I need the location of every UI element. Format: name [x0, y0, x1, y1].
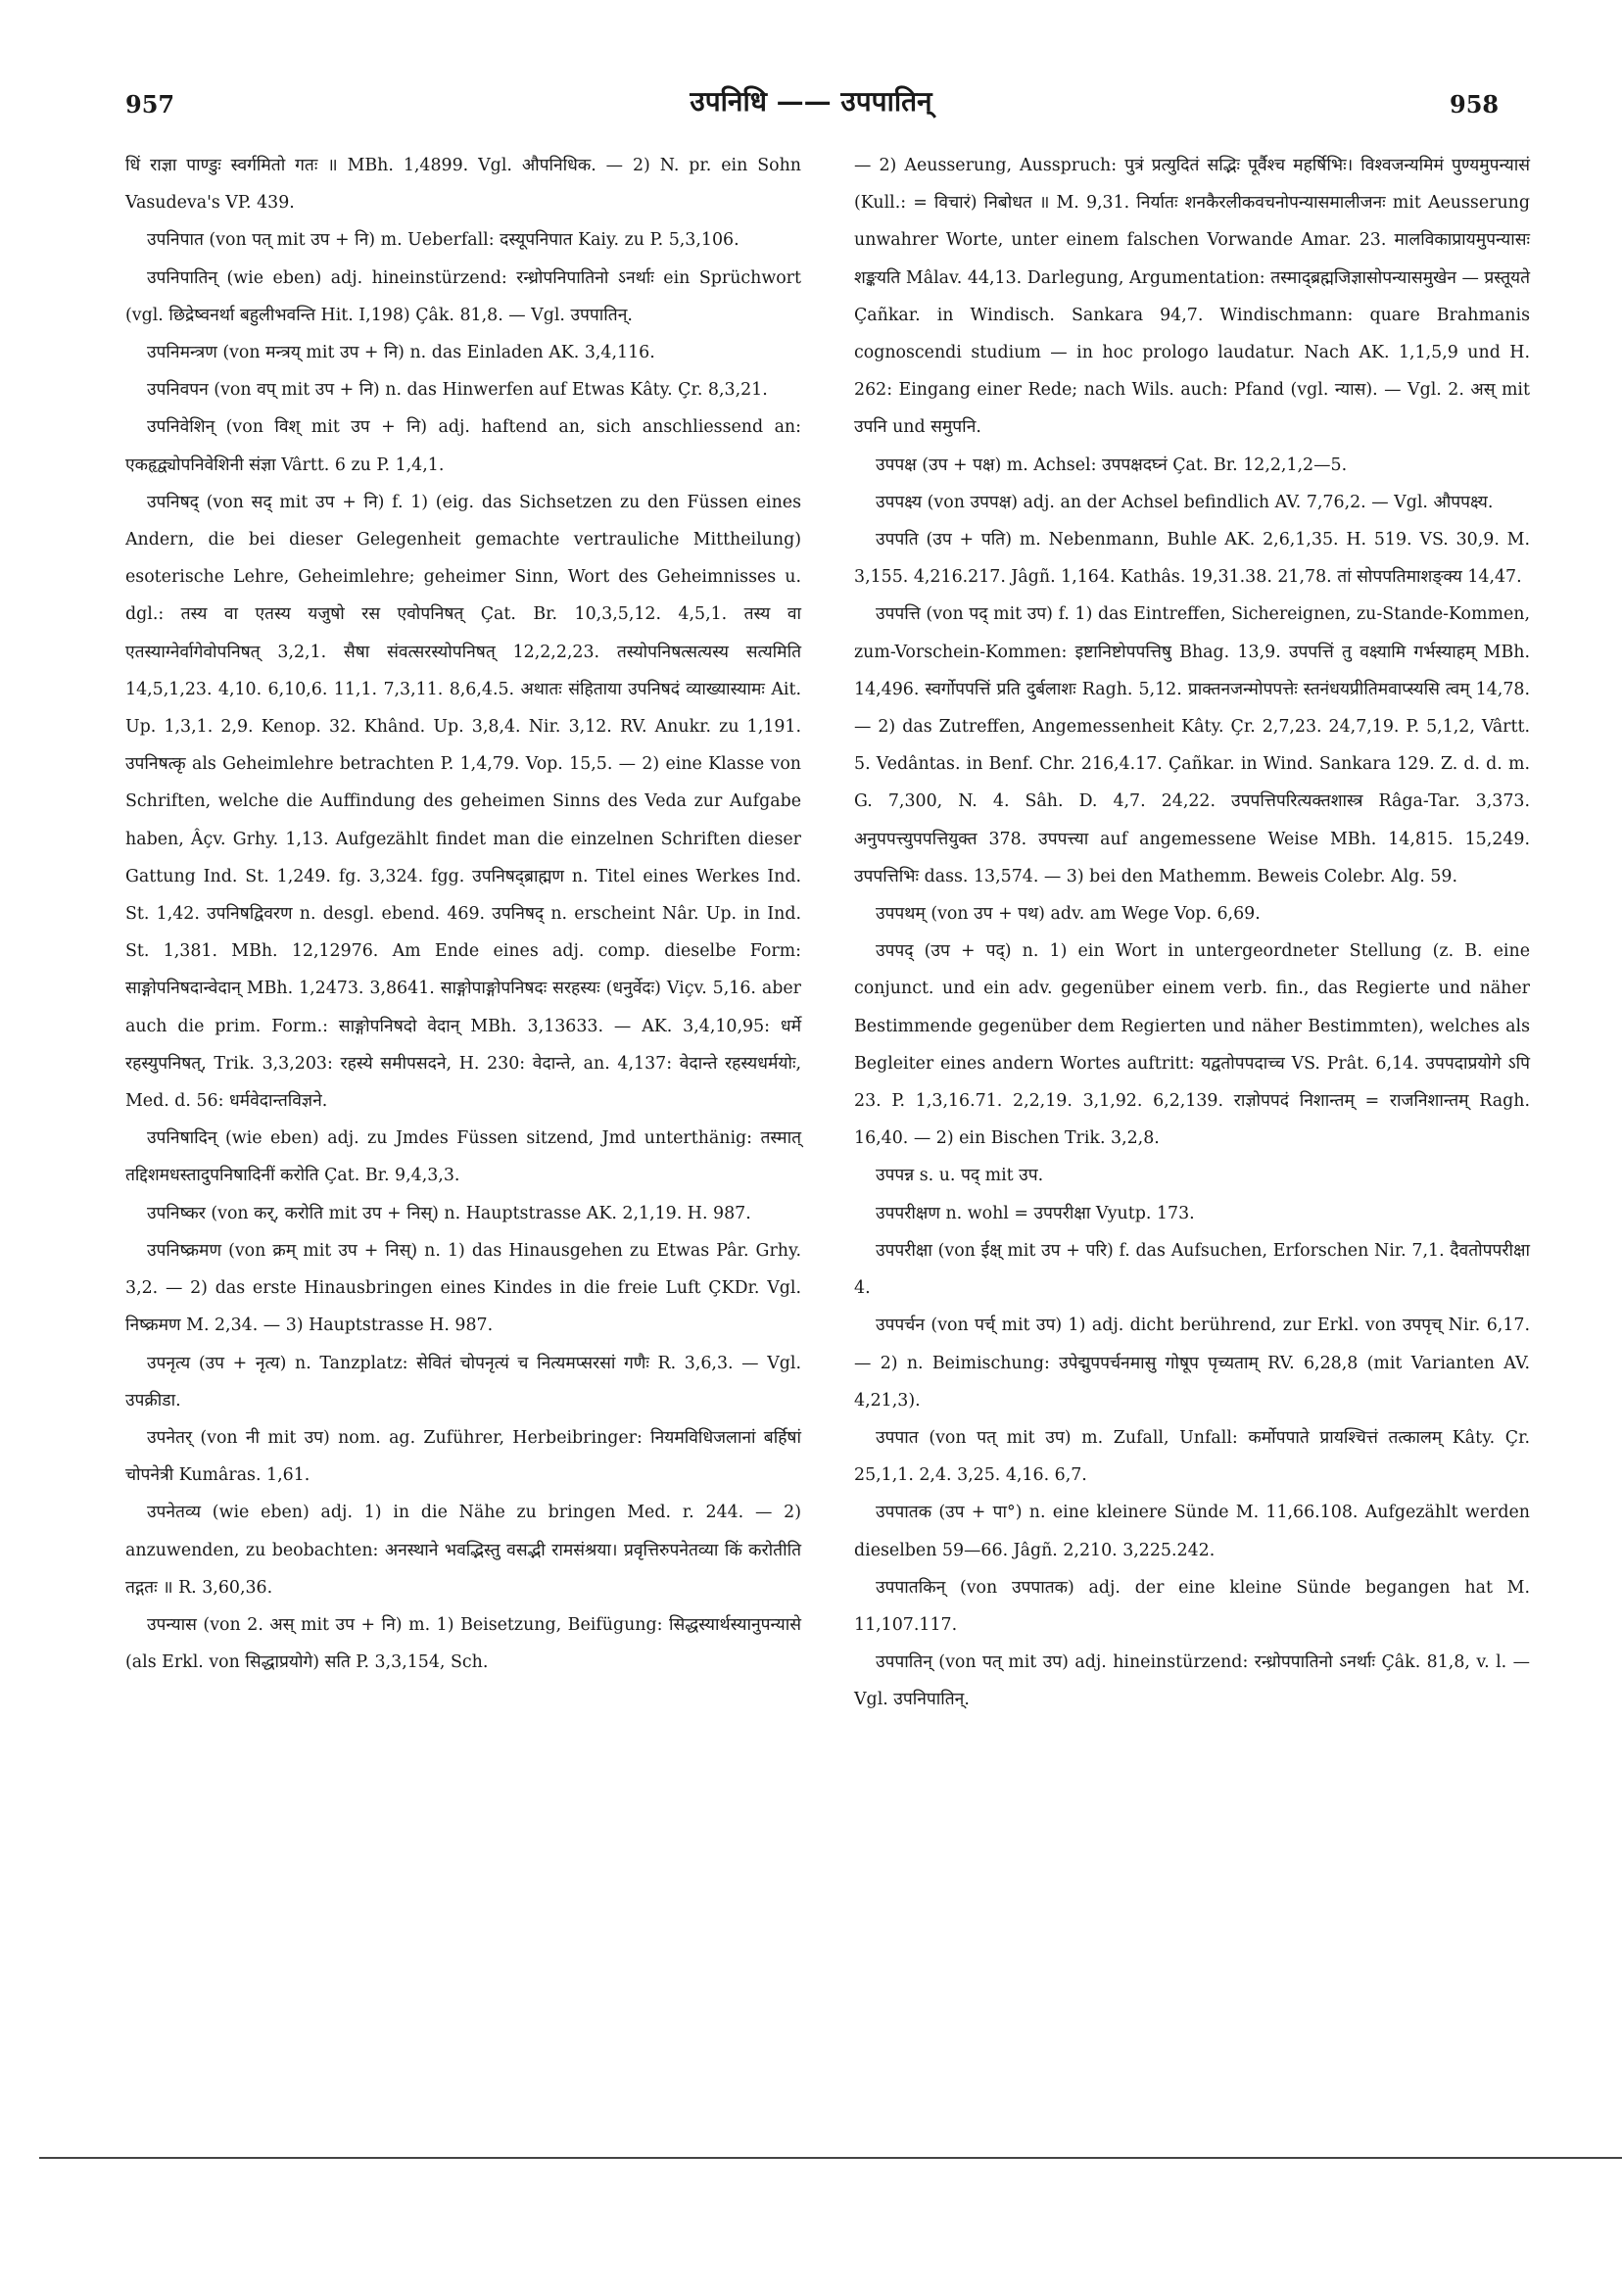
- dictionary-entry: उपनिष्कर (von कर्, करोति mit उप + निस्) n. Hauptstrasse AK. 2,1,19. H. 987.: [147, 1203, 751, 1223]
- dictionary-entry: उपपद् (उप + पद्) n. 1) ein Wort in untergeordneter Stellung (z. B. eine conjunct. und ein adv. gegenüber einem verb. fin., das Regierte und näher Bestimmende gegenüber dem Regierten und näher Bestimmten), welches als Begleiter eines andern Wortes auftritt: यद्वतोपपदाच्च VS. Prât. 6,14. उपपदाप्रयोगे ऽपि 23. P. 1,3,16.71. 2,2,19. 3,1,92. 6,2,139. राज्ञोपपदं निशान्तम् = राजनिशान्तम् Ragh. 16,40. — 2) ein Bischen Trik. 3,2,8.: [854, 941, 1530, 1149]
- dictionary-entry: धिं राज्ञा पाण्डुः स्वर्गमितो गतः ॥ MBh. 1,4899. Vgl. औपनिधिक. — 2) N. pr. ein Sohn Vasudeva's VP. 439.: [125, 156, 801, 214]
- dictionary-entry: — 2) Aeusserung, Ausspruch: पुत्रं प्रत्युदितं सद्भिः पूर्वैश्च महर्षिभिः। विश्वजन्यमिमं पुण्यमुपन्यासं (Kull.: = विचारं) निबोधत ॥ M. 9,31. निर्यातः शनकैरलीकवचनोपन्यासमालीजनः mit Aeusserung unwahrer Worte, unter einem falschen Vorwande Amar. 23. मालविकाप्रायमुपन्यासः शङ्कयति Mâlav. 44,13. Darlegung, Argumentation: तस्माद्ब्रह्मजिज्ञासोपन्यासमुखेन — प्रस्तूयते Çañkar. in Windisch. Sankara 94,7. Windischmann: quare Brahmanis cognoscendi studium — in hoc prologo laudatur. Nach AK. 1,1,5,9 und H. 262: Eingang einer Rede; nach Wils. auch: Pfand (vgl. न्यास). — Vgl. 2. अस् mit उपनि und समुपनि.: [854, 156, 1530, 438]
- dictionary-entry: उपनिपात (von पत् mit उप + नि) m. Ueberfall: दस्यूपनिपात Kaiy. zu P. 5,3,106.: [147, 230, 739, 251]
- dictionary-entry: उपपात (von पत् mit उप) m. Zufall, Unfall: कर्मोपपाते प्रायश्चित्तं तत्कालम् Kâty. Çr. 25,1,1. 2,4. 3,25. 4,16. 6,7.: [854, 1427, 1530, 1486]
- page-number-right: 958: [1450, 90, 1500, 119]
- dictionary-entry: उपनिपातिन् (wie eben) adj. hineinstürzend: रन्ध्रोपनिपातिनो ऽनर्थाः ein Sprüchwort (vgl. छिद्रेष्वनर्था बहुलीभवन्ति Hit. I,198) Çâk. 81,8. — Vgl. उपपातिन्.: [125, 267, 801, 325]
- dictionary-entry: उपनिवपन (von वप् mit उप + नि) n. das Hinwerfen auf Etwas Kâty. Çr. 8,3,21.: [147, 380, 768, 401]
- dictionary-entry: उपपर्चन (von पर्च् mit उप) 1) adj. dicht berührend, zur Erkl. von उपपृच् Nir. 6,17. — 2) n. Beimischung: उपेद्मुपपर्चनमासु गोषूप पृच्यताम् RV. 6,28,8 (mit Varianten AV. 4,21,3).: [854, 1315, 1530, 1411]
- dictionary-entry: उपनिष्क्रमण (von क्रम् mit उप + निस्) n. 1) das Hinausgehen zu Etwas Pâr. Grhy. 3,2. — 2) das erste Hinausbringen eines Kindes in die freie Luft ÇKDr. Vgl. निष्क्रमण M. 2,34. — 3) Hauptstrasse H. 987.: [125, 1240, 801, 1336]
- dictionary-entry: उपपति (उप + पति) m. Nebenmann, Buhle AK. 2,6,1,35. H. 519. VS. 30,9. M. 3,155. 4,216.217. Jâgñ. 1,164. Kathâs. 19,31.38. 21,78. तां सोपपतिमाशङ्क्य 14,47.: [854, 530, 1530, 588]
- dictionary-entry: उपनेतव्य (wie eben) adj. 1) in die Nähe zu bringen Med. r. 244. — 2) anzuwenden, zu beobachten: अनस्थाने भवद्भिस्तु वसद्भी रामसंश्रया। प्रवृत्तिरुपनेतव्या किं करोतीति तद्गतः ॥ R. 3,60,36.: [125, 1503, 801, 1598]
- page-number-left: 957: [125, 90, 175, 119]
- dictionary-entry: उपनेतर् (von नी mit उप) nom. ag. Zuführer, Herbeibringer: नियमविधिजलानां बर्हिषां चोपनेत्री Kumâras. 1,61.: [125, 1427, 801, 1486]
- dictionary-entry: उपन्यास (von 2. अस् mit उप + नि) m. 1) Beisetzung, Beifügung: सिद्धस्यार्थस्यानुपन्यासे (als Erkl. von सिद्धाप्रयोगे) सति P. 3,3,154, Sch.: [125, 1614, 801, 1673]
- dictionary-entry: उपनृत्य (उप + नृत्य) n. Tanzplatz: सेवितं चोपनृत्यं च नित्यमप्सरसां गणैः R. 3,6,3. — Vgl. उपक्रीडा.: [125, 1353, 801, 1411]
- dictionary-entry: उपपक्ष (उप + पक्ष) m. Achsel: उपपक्षदघ्नं Çat. Br. 12,2,1,2—5.: [876, 454, 1348, 475]
- dictionary-entry: उपपातक (उप + पा°) n. eine kleinere Sünde M. 11,66.108. Aufgezählt werden dieselben 59—66. Jâgñ. 2,210. 3,225.242.: [854, 1503, 1530, 1560]
- dictionary-entry: उपपरीक्षण n. wohl = उपपरीक्षा Vyutp. 173.: [876, 1203, 1195, 1223]
- dictionary-entry: उपनिमन्त्रण (von मन्त्रय् mit उप + नि) n. das Einladen AK. 3,4,116.: [147, 343, 655, 363]
- dictionary-entry: उपपत्ति (von पद् mit उप) f. 1) das Eintreffen, Sichereignen, zu-Stande-Kommen, zum-Vorschein-Kommen: इष्टानिष्टोपपत्तिषु Bhag. 13,9. उपपत्तिं तु वक्ष्यामि गर्भस्याहम् MBh. 14,496. स्वर्गोपपत्तिं प्रति दुर्बलाशः Ragh. 5,12. प्राक्तनजन्मोपपत्तेः स्तनंधयप्रीतिमवाप्स्यसि त्वम् 14,78. — 2) das Zutreffen, Angemessenheit Kâty. Çr. 2,7,23. 24,7,19. P. 5,1,2, Vârtt. 5. Vedântas. in Benf. Chr. 216,4.17. Çañkar. in Wind. Sankara 129. Z. d. d. m. G. 7,300, N. 4. Sâh. D. 4,7. 24,22. उपपत्तिपरित्यक्तशास्त्र Râga-Tar. 3,373. अनुपपत्त्युपपत्तियुक्त 378. उपपत्त्या auf angemessene Weise MBh. 14,815. 15,249. उपपत्तिभिः dass. 13,574. — 3) bei den Mathemm. Beweis Colebr. Alg. 59.: [854, 604, 1530, 886]
- running-head: उपनिधि —— उपपातिन्: [690, 85, 932, 118]
- left-column: [125, 147, 801, 1681]
- dictionary-entry: उपनिषादिन् (wie eben) adj. zu Jmdes Füssen sitzend, Jmd unterthänig: तस्मात् तद्दिशमधस्तादुपनिषादिनीं करोति Çat. Br. 9,4,3,3.: [125, 1128, 801, 1186]
- dictionary-entry: उपपक्ष्य (von उपपक्ष) adj. an der Achsel befindlich AV. 7,76,2. — Vgl. औपपक्ष्य.: [876, 492, 1494, 512]
- right-column: [854, 147, 1530, 1719]
- dictionary-entry: उपपथम् (von उप + पथ) adv. am Wege Vop. 6,69.: [876, 904, 1261, 925]
- bottom-rule: [39, 2157, 1622, 2159]
- dictionary-entry: उपपरीक्षा (von ईक्ष् mit उप + परि) f. das Aufsuchen, Erforschen Nir. 7,1. दैवतोपपरीक्षा 4.: [854, 1240, 1530, 1299]
- dictionary-entry: उपपातकिन् (von उपपातक) adj. der eine kleine Sünde begangen hat M. 11,107.117.: [854, 1577, 1530, 1635]
- dictionary-entry: उपनिषद् (von सद् mit उप + नि) f. 1) (eig. das Sichsetzen zu den Füssen eines Andern, die bei dieser Gelegenheit gemachte vertrauliche Mittheilung) esoterische Lehre, Geheimlehre; geheimer Sinn, Wort des Geheimnisses u. dgl.: तस्य वा एतस्य यजुषो रस एवोपनिषत् Çat. Br. 10,3,5,12. 4,5,1. तस्य वा एतस्याग्नेर्वागेवोपनिषत् 3,2,1. सैषा संवत्सरस्योपनिषत् 12,2,2,23. तस्योपनिषत्सत्यस्य सत्यमिति 14,5,1,23. 4,10. 6,10,6. 11,1. 7,3,11. 8,6,4.5. अथातः संहिताया उपनिषदं व्याख्यास्यामः Ait. Up. 1,3,1. 2,9. Kenop. 32. Khând. Up. 3,8,4. Nir. 3,12. RV. Anukr. zu 1,191. उपनिषत्कृ als Geheimlehre betrachten P. 1,4,79. Vop. 15,5. — 2) eine Klasse von Schriften, welche die Auffindung des geheimen Sinns des Veda zur Aufgabe haben, Âçv. Grhy. 1,13. Aufgezählt findet man die einzelnen Schriften dieser Gattung Ind. St. 1,249. fg. 3,324. fgg. उपनिषद्ब्राह्मण n. Titel eines Werkes Ind. St. 1,42. उपनिषद्विवरण n. desgl. ebend. 469. उपनिषद् n. erscheint Nâr. Up. in Ind. St. 1,381. MBh. 12,12976. Am Ende eines adj. comp. dieselbe Form: साङ्गोपनिषदान्वेदान् MBh. 1,2473. 3,8641. साङ्गोपाङ्गोपनिषदः सरहस्यः (धनुर्वेदः) Viçv. 5,16. aber auch die prim. Form.: साङ्गोपनिषदो वेदान् MBh. 3,13633. — AK. 3,4,10,95: धर्मे रहस्युपनिषत्, Trik. 3,3,203: रहस्ये समीपसदने, H. 230: वेदान्ते, an. 4,137: वेदान्ते रहस्यधर्मयोः, Med. d. 56: धर्मवेदान्तविज्ञने.: [125, 492, 801, 1112]
- dictionary-entry: उपपन्न s. u. पद् mit उप.: [876, 1166, 1044, 1186]
- dictionary-entry: उपनिवेशिन् (von विश् mit उप + नि) adj. haftend an, sich anschliessend an: एकहृद्व्योपनिवेशिनी संज्ञा Vârtt. 6 zu P. 1,4,1.: [125, 417, 801, 475]
- dictionary-entry: उपपातिन् (von पत् mit उप) adj. hineinstürzend: रन्ध्रोपपातिनो ऽनर्थाः Çâk. 81,8, v. l. — Vgl. उपनिपातिन्.: [854, 1652, 1530, 1710]
